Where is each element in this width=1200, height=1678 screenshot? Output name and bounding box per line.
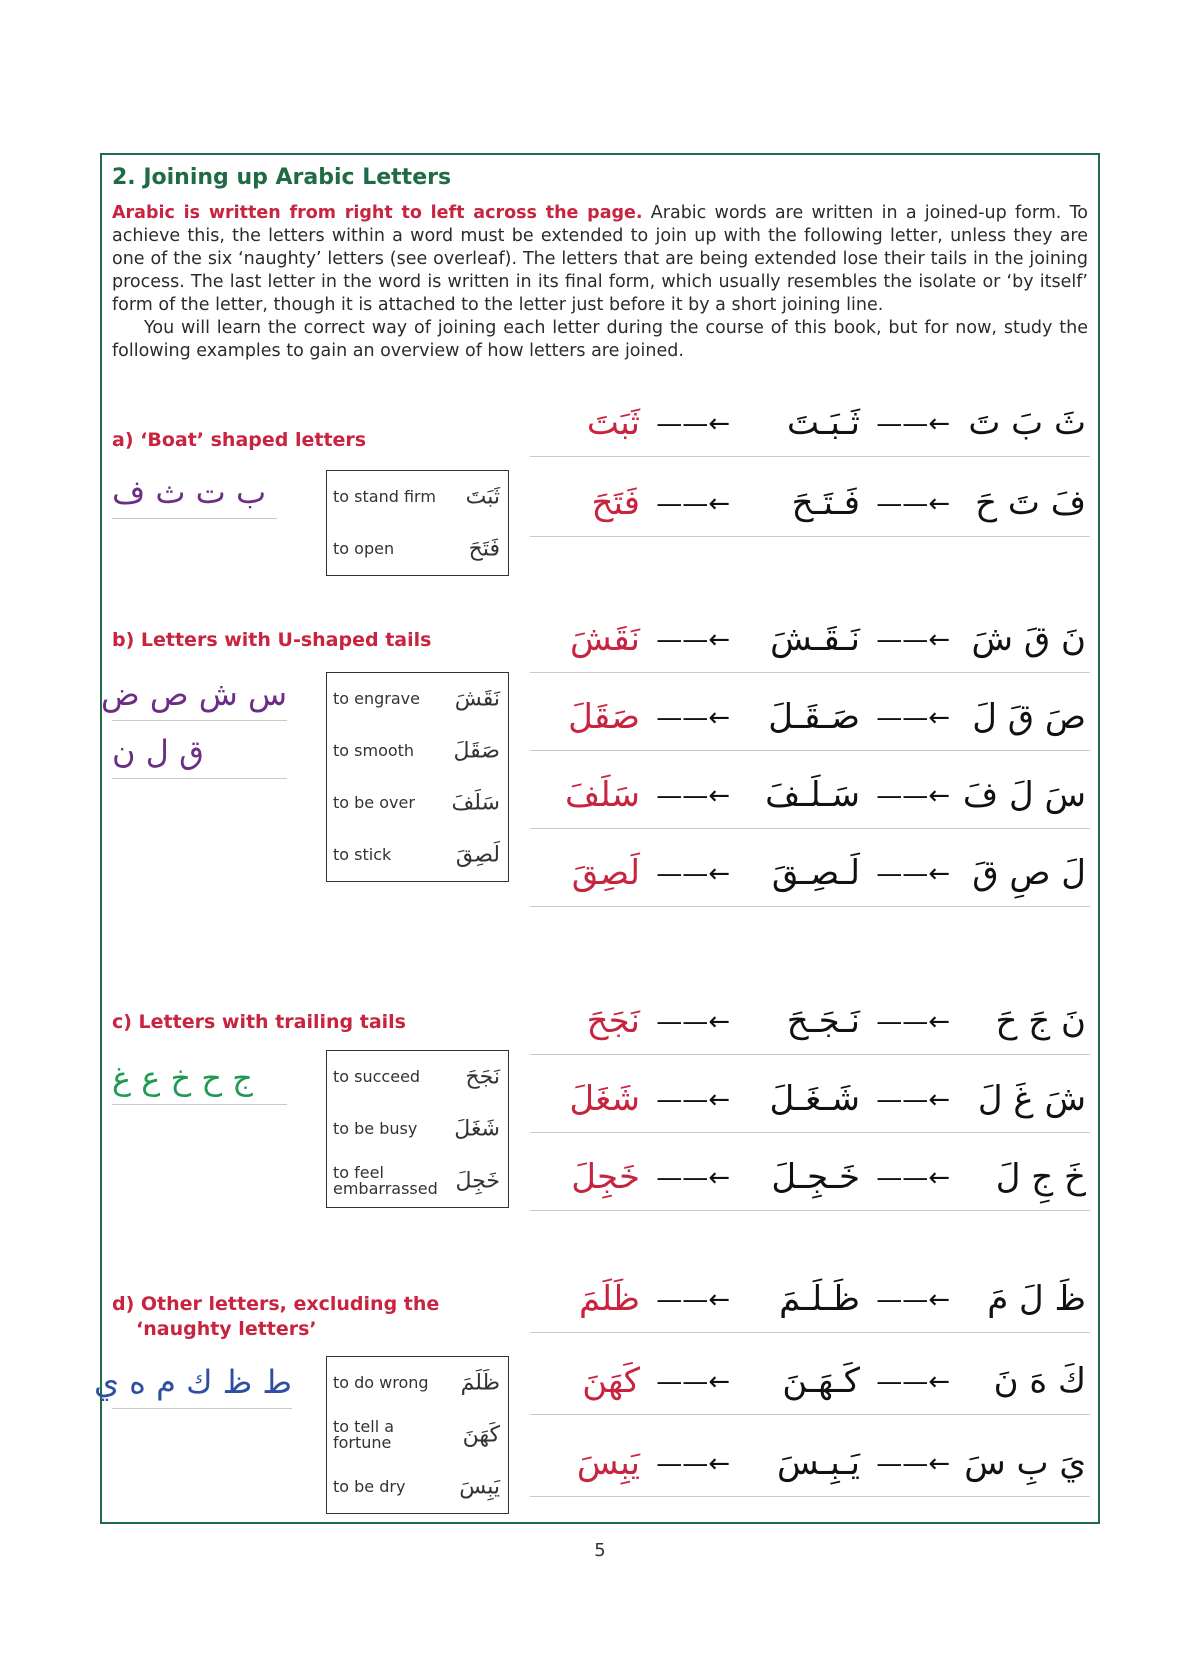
vocab-arabic: خَجِلَ [455, 1168, 500, 1194]
arrow-icon: ←—— [656, 1085, 730, 1115]
section-d-vocab-box [326, 1356, 509, 1514]
example-result: نَقَشَ [569, 619, 640, 659]
example-result: فَتَحَ [591, 483, 640, 523]
vocab-english: to open [333, 539, 395, 558]
arrow-icon: ←—— [656, 1007, 730, 1037]
example-separate: فَ تَ حَ [975, 483, 1086, 523]
section-c-title: c) Letters with trailing tails [112, 1011, 406, 1033]
example-row [530, 476, 1090, 537]
vocab-english: to tell a fortune [333, 1417, 395, 1452]
arrow-icon: ←—— [876, 1285, 950, 1315]
example-result: كَهَنَ [582, 1361, 640, 1401]
vocab-row [327, 1155, 508, 1207]
arrow-icon: ←—— [656, 1449, 730, 1479]
page-number: 5 [594, 1540, 606, 1561]
example-extended: نَـجَـحَ [786, 1001, 860, 1041]
arrow-icon: ←—— [876, 489, 950, 519]
example-result: يَبِسَ [576, 1443, 640, 1483]
section-b-vocab-box [326, 672, 509, 882]
vocab-arabic: ظَلَمَ [460, 1370, 500, 1396]
section-a-vocab-box [326, 470, 509, 576]
vocab-english: to feel embarrassed [333, 1163, 438, 1198]
vocab-row [327, 1357, 508, 1409]
example-result: ثَبَتَ [586, 403, 640, 443]
example-separate: نَ جَ حَ [995, 1001, 1086, 1041]
vocab-row [327, 1409, 508, 1461]
vocab-row [327, 725, 508, 777]
vocab-english: to succeed [333, 1067, 421, 1086]
arrow-icon: ←—— [876, 409, 950, 439]
example-extended: يَـبِـسَ [777, 1443, 860, 1483]
example-result: لَصِقَ [571, 853, 640, 893]
vocab-row [327, 523, 508, 575]
vocab-english: to smooth [333, 741, 415, 760]
vocab-row [327, 777, 508, 829]
vocab-arabic: نَجَحَ [465, 1064, 500, 1090]
intro-paragraph-2: You will learn the correct way of joining each letter during the course of this book, but for now, study the following examples to gain an overview of how letters are joined. [112, 318, 1088, 361]
arrow-icon: ←—— [656, 409, 730, 439]
vocab-arabic: فَتَحَ [468, 536, 500, 562]
arrow-icon: ←—— [656, 703, 730, 733]
section-c-letters: ج ح خ ع غ [112, 1056, 287, 1105]
example-row [530, 768, 1090, 829]
arrow-icon: ←—— [876, 625, 950, 655]
vocab-arabic: يَبِسَ [459, 1474, 500, 1500]
example-row [530, 1272, 1090, 1333]
example-separate: صَ قَ لَ [972, 697, 1086, 737]
example-separate: كَ هَ نَ [993, 1361, 1086, 1401]
vocab-row [327, 673, 508, 725]
vocab-row [327, 471, 508, 523]
example-separate: خَ جِ لَ [995, 1157, 1086, 1197]
example-extended: ظَـلَـمَ [779, 1279, 860, 1319]
example-separate: شَ غَ لَ [977, 1079, 1086, 1119]
example-extended: خَـجِـلَ [771, 1157, 860, 1197]
example-extended: كَـهَـنَ [782, 1361, 860, 1401]
example-row [530, 690, 1090, 751]
vocab-arabic: شَغَلَ [454, 1116, 500, 1142]
arrow-icon: ←—— [876, 1163, 950, 1193]
arrow-icon: ←—— [876, 1367, 950, 1397]
section-a-letters: ب ت ث ف [112, 470, 277, 519]
vocab-english: to be dry [333, 1477, 406, 1496]
example-extended: سَـلَـفَ [765, 775, 860, 815]
arrow-icon: ←—— [656, 1163, 730, 1193]
example-extended: لَـصِـقَ [771, 853, 860, 893]
arrow-icon: ←—— [656, 1367, 730, 1397]
vocab-arabic: نَقَشَ [454, 686, 500, 712]
example-separate: ثَ بَ تَ [968, 403, 1086, 443]
vocab-arabic: لَصِقَ [455, 842, 500, 868]
example-row [530, 1354, 1090, 1415]
vocab-row [327, 829, 508, 881]
example-result: ظَلَمَ [579, 1279, 640, 1319]
arrow-icon: ←—— [656, 625, 730, 655]
arrow-icon: ←—— [876, 859, 950, 889]
arrow-icon: ←—— [656, 859, 730, 889]
example-separate: نَ قَ شَ [971, 619, 1086, 659]
example-row [530, 994, 1090, 1055]
vocab-row [327, 1103, 508, 1155]
example-extended: صَـقَـلَ [768, 697, 860, 737]
example-row [530, 396, 1090, 457]
example-result: نَجَحَ [586, 1001, 640, 1041]
arrow-icon: ←—— [876, 781, 950, 811]
vocab-english: to be over [333, 793, 415, 812]
intro-lead: Arabic is written from right to left across the page. [112, 203, 643, 223]
example-extended: فَـتَـحَ [791, 483, 860, 523]
example-result: سَلَفَ [565, 775, 640, 815]
arrow-icon: ←—— [656, 781, 730, 811]
section-b-title: b) Letters with U-shaped tails [112, 629, 432, 651]
intro-text [112, 202, 1088, 363]
vocab-arabic: سَلَفَ [451, 790, 500, 816]
vocab-english: to engrave [333, 689, 420, 708]
arrow-icon: ←—— [876, 1449, 950, 1479]
vocab-arabic: صَقَلَ [453, 738, 500, 764]
intro-rest: Arabic words are written in a joined-up form. To achieve this, the letters within a word must be extended to join up with the following letter, unless they are one of the six ‘naughty’ letters (see overleaf). The letters that are being extended lose their tails in the joining process. The last letter in the word is written in its final form, which usually resembles the isolate or ‘by itself’ form of the letter, though it is attached to the letter just before it by a short joining line. [112, 203, 1088, 315]
example-row [530, 1150, 1090, 1211]
vocab-english: to be busy [333, 1119, 418, 1138]
example-separate: لَ صِ قَ [972, 853, 1086, 893]
example-result: صَقَلَ [568, 697, 640, 737]
vocab-arabic: ثَبَتَ [465, 484, 500, 510]
example-separate: سَ لَ فَ [962, 775, 1086, 815]
vocab-row [327, 1461, 508, 1513]
example-extended: شَـغَـلَ [769, 1079, 860, 1119]
example-separate: ظَ لَ مَ [987, 1279, 1086, 1319]
arrow-icon: ←—— [876, 1085, 950, 1115]
example-extended: نَـقَـشَ [770, 619, 860, 659]
section-d-title-line1: d) Other letters, excluding the [112, 1293, 440, 1315]
example-result: خَجِلَ [571, 1157, 640, 1197]
example-row [530, 612, 1090, 673]
vocab-row [327, 1051, 508, 1103]
section-c-vocab-box [326, 1050, 509, 1208]
arrow-icon: ←—— [656, 489, 730, 519]
arrow-icon: ←—— [876, 703, 950, 733]
example-row [530, 1436, 1090, 1497]
section-d-title [112, 1292, 439, 1342]
section-b-letters-row1: س ش ص ض [112, 672, 287, 721]
section-a-title: a) ‘Boat’ shaped letters [112, 429, 367, 451]
intro-paragraph-1 [112, 202, 1088, 317]
arrow-icon: ←—— [876, 1007, 950, 1037]
example-result: شَغَلَ [569, 1079, 640, 1119]
page-title: 2. Joining up Arabic Letters [112, 165, 452, 190]
example-separate: يَ بِ سَ [964, 1443, 1086, 1483]
vocab-english: to stick [333, 845, 392, 864]
arrow-icon: ←—— [656, 1285, 730, 1315]
section-d-letters: ط ظ ك م ه ي [112, 1360, 292, 1409]
vocab-english: to do wrong [333, 1373, 429, 1392]
vocab-arabic: كَهَنَ [462, 1422, 500, 1448]
vocab-english: to stand firm [333, 487, 436, 506]
section-d-title-line2: ‘naughty letters’ [136, 1318, 317, 1340]
example-extended: ثَـبَـتَ [786, 403, 860, 443]
section-b-letters-row2: ق ل ن [112, 730, 287, 779]
example-row [530, 846, 1090, 907]
example-row [530, 1072, 1090, 1133]
